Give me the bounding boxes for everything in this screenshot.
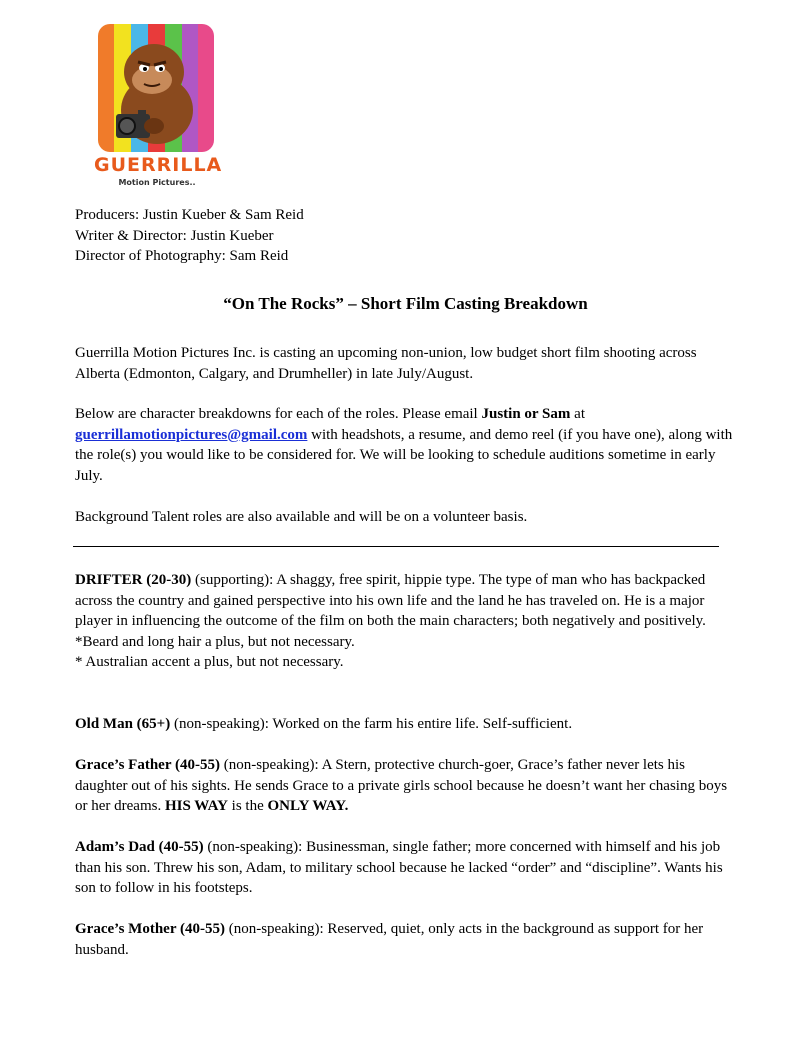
role-old-man-desc: (non-speaking): Worked on the farm his entire life. Self-sufficient. xyxy=(170,716,573,732)
credit-producers: Producers: Justin Kueber & Sam Reid xyxy=(75,207,304,223)
intro-paragraph: Guerrilla Motion Pictures Inc. is casting an upcoming non-union, low budget short film shooting across Alberta (Edmonton, Calgary, and Drumheller) in late July/August. xyxy=(75,345,697,382)
contact-at: at xyxy=(570,406,585,422)
role-graces-father-name: Grace’s Father (40-55) xyxy=(75,757,220,773)
role-adams-dad xyxy=(75,837,735,899)
role-drifter xyxy=(75,570,735,673)
credit-dop: Director of Photography: Sam Reid xyxy=(75,248,289,264)
credit-writer-director: Writer & Director: Justin Kueber xyxy=(75,227,274,244)
role-graces-father-desc: (non-speaking): A Stern, protective church-goer, Grace’s father never lets his daughter out of his sights. He sends Grace to a private girls school because he doesn’t want her chasing boys or her dreams. xyxy=(75,757,728,814)
role-graces-father-emph1: HIS WAY xyxy=(164,798,228,814)
role-old-man-name: Old Man (65+) xyxy=(75,716,171,732)
logo-wordmark: GUERRILLA xyxy=(94,154,223,176)
role-adams-dad-desc: (non-speaking): Businessman, single father; more concerned with himself and his job than his son. Threw his son, Adam, to military school because he lacked “order” and “discipline”. Wants his son to follow in his footsteps. xyxy=(75,839,723,896)
role-graces-mother xyxy=(75,919,735,960)
divider-line xyxy=(73,546,719,547)
role-drifter-note-accent: * Australian accent a plus, but not necessary. xyxy=(75,654,344,670)
role-old-man xyxy=(75,714,735,735)
role-graces-father xyxy=(75,755,735,817)
credits-block xyxy=(75,205,304,267)
logo-tagline: Motion Pictures.. xyxy=(118,178,196,187)
background-note: Background Talent roles are also available and will be on a volunteer basis. xyxy=(75,509,528,525)
role-graces-father-emph2: ONLY WAY. xyxy=(267,798,349,814)
contact-lead: Below are character breakdowns for each of the roles. Please email xyxy=(75,406,482,422)
contact-names: Justin or Sam xyxy=(481,406,571,422)
role-graces-mother-name: Grace’s Mother (40-55) xyxy=(75,921,225,937)
document-title: “On The Rocks” – Short Film Casting Breakdown xyxy=(223,294,588,313)
contact-rest: with headshots, a resume, and demo reel (if you have one), along with the role(s) you would like to be considered for. We will be looking to schedule auditions sometime in early July. xyxy=(75,426,733,484)
contact-paragraph xyxy=(75,404,735,486)
role-drifter-name: DRIFTER (20-30) xyxy=(75,572,192,588)
role-adams-dad-name: Adam’s Dad (40-55) xyxy=(75,839,204,855)
email-link[interactable]: guerrillamotionpictures@gmail.com xyxy=(75,426,308,443)
guerrilla-logo xyxy=(94,22,223,188)
gorilla-camera-icon xyxy=(94,22,220,152)
role-drifter-desc: (supporting): A shaggy, free spirit, hippie type. The type of man who has backpacked across the country and gained perspective into his own life and the land he has traveled on. He is a major player in influencing the outcome of the film on both the main characters; both negatively and positively. xyxy=(75,572,706,629)
role-graces-father-mid: is the xyxy=(227,798,268,814)
role-graces-mother-desc: (non-speaking): Reserved, quiet, only acts in the background as support for her husband. xyxy=(75,921,704,958)
role-drifter-note-beard: *Beard and long hair a plus, but not necessary. xyxy=(75,633,355,650)
